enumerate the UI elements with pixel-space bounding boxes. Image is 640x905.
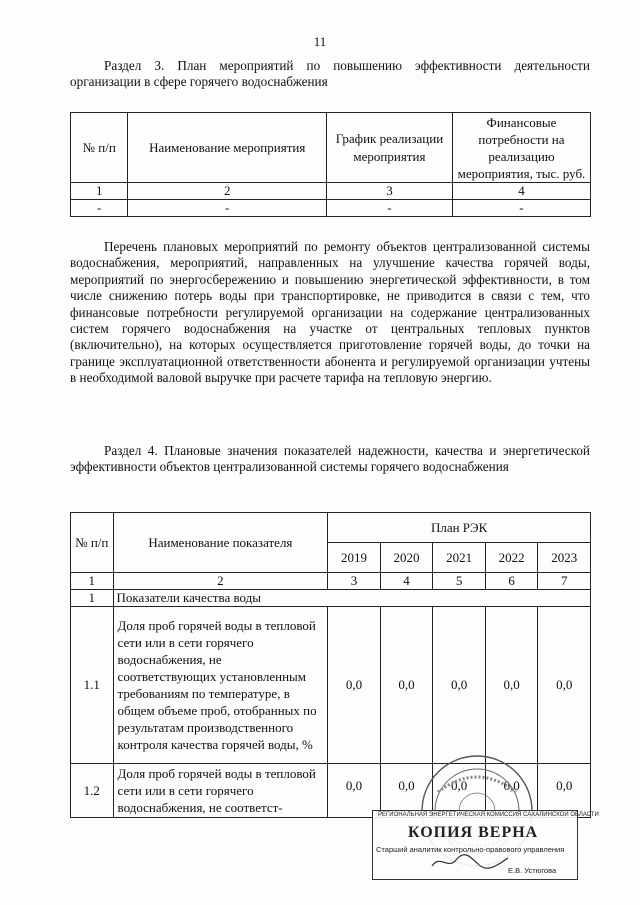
row-num: 1.1 (71, 607, 114, 764)
header-year: 2022 (485, 543, 538, 573)
header-schedule: График реализации мероприятия (326, 113, 452, 183)
header-year: 2020 (380, 543, 433, 573)
header-num: № п/п (71, 113, 128, 183)
row-value: 0,0 (380, 764, 433, 818)
stamp-org: РЕГИОНАЛЬНАЯ ЭНЕРГЕТИЧЕСКАЯ КОМИССИЯ САХАЛИНСКОЙ ОБЛАСТИ (378, 812, 599, 818)
stamp-position: Старший аналитик контрольно-правового управления (376, 845, 565, 854)
table-row (71, 607, 591, 764)
table-cell: - (128, 200, 327, 217)
col-number: 3 (326, 183, 452, 200)
section4-title: Раздел 4. Плановые значения показателей надежности, качества и энергетической эффективности объектов централизованной системы горячего водоснабжения (70, 443, 590, 474)
row-name: Доля проб горячей воды в тепловой сети или в сети горячего водоснабжения, не соответствующих установленным требованиям по температуре, в общем объеме проб, отобранных по результатам производственного контроля качества горячей воды, % (113, 607, 328, 764)
header-plan: План РЭК (328, 513, 591, 543)
row-value: 0,0 (485, 607, 538, 764)
group-row (71, 590, 591, 607)
section3-table (70, 112, 591, 217)
section3-title: Раздел 3. План мероприятий по повышению эффективности деятельности организации в сфере горячего водоснабжения (70, 58, 590, 89)
col-number: 1 (71, 183, 128, 200)
header-name: Наименование показателя (113, 513, 328, 573)
paragraph: Перечень плановых мероприятий по ремонту объектов централизованной системы водоснабжения, мероприятий, направленных на улучшение качества горячей воды, мероприятий по энергосбережению и повышению энергетической эффективности, в том числе снижению потерь воды при транспортировке, не приводится в связи с тем, что финансовые потребности регулируемой организации на содержание централизованных систем горячего водоснабжения на участке от центральных тепловых пунктов (включительно), на которых осуществляется приготовление горячей воды, до точки на границе эксплуатационной ответственности абонента и регулируемой организации учтены в необходимой валовой выручке при расчете тарифа на тепловую энергию. (70, 239, 590, 386)
row-value: 0,0 (328, 607, 381, 764)
stamp-title: КОПИЯ ВЕРНА (408, 824, 539, 841)
table-row (71, 200, 591, 217)
row-value: 0,0 (328, 764, 381, 818)
group-num: 1 (71, 590, 114, 607)
stamp-name: Е.В. Устюгова (508, 866, 557, 875)
table-cell: - (452, 200, 590, 217)
page-number: 11 (313, 34, 327, 49)
table-cell: - (71, 200, 128, 217)
table-cell: - (326, 200, 452, 217)
header-year: 2021 (433, 543, 486, 573)
table-row (71, 183, 591, 200)
row-value: 0,0 (538, 607, 591, 764)
col-number: 6 (485, 573, 538, 590)
row-value: 0,0 (485, 764, 538, 818)
table-row (71, 573, 591, 590)
header-num: № п/п (71, 513, 114, 573)
group-label: Показатели качества воды (113, 590, 590, 607)
col-number: 7 (538, 573, 591, 590)
col-number: 1 (71, 573, 114, 590)
table-header-row (71, 113, 591, 183)
col-number: 4 (380, 573, 433, 590)
col-number: 4 (452, 183, 590, 200)
row-value: 0,0 (433, 607, 486, 764)
table-header-row (71, 513, 591, 543)
col-number: 2 (113, 573, 328, 590)
row-name: Доля проб горячей воды в тепловой сети или в сети горячего водоснабжения, не соответст- (113, 764, 328, 818)
col-number: 2 (128, 183, 327, 200)
header-year: 2023 (538, 543, 591, 573)
signature-icon (430, 852, 510, 872)
header-name: Наименование мероприятия (128, 113, 327, 183)
row-value: 0,0 (380, 607, 433, 764)
col-number: 5 (433, 573, 486, 590)
header-year: 2019 (328, 543, 381, 573)
header-finance: Финансовые потребности на реализацию мероприятия, тыс. руб. (452, 113, 590, 183)
row-value: 0,0 (538, 764, 591, 818)
col-number: 3 (328, 573, 381, 590)
row-num: 1.2 (71, 764, 114, 818)
row-value: 0,0 (433, 764, 486, 818)
